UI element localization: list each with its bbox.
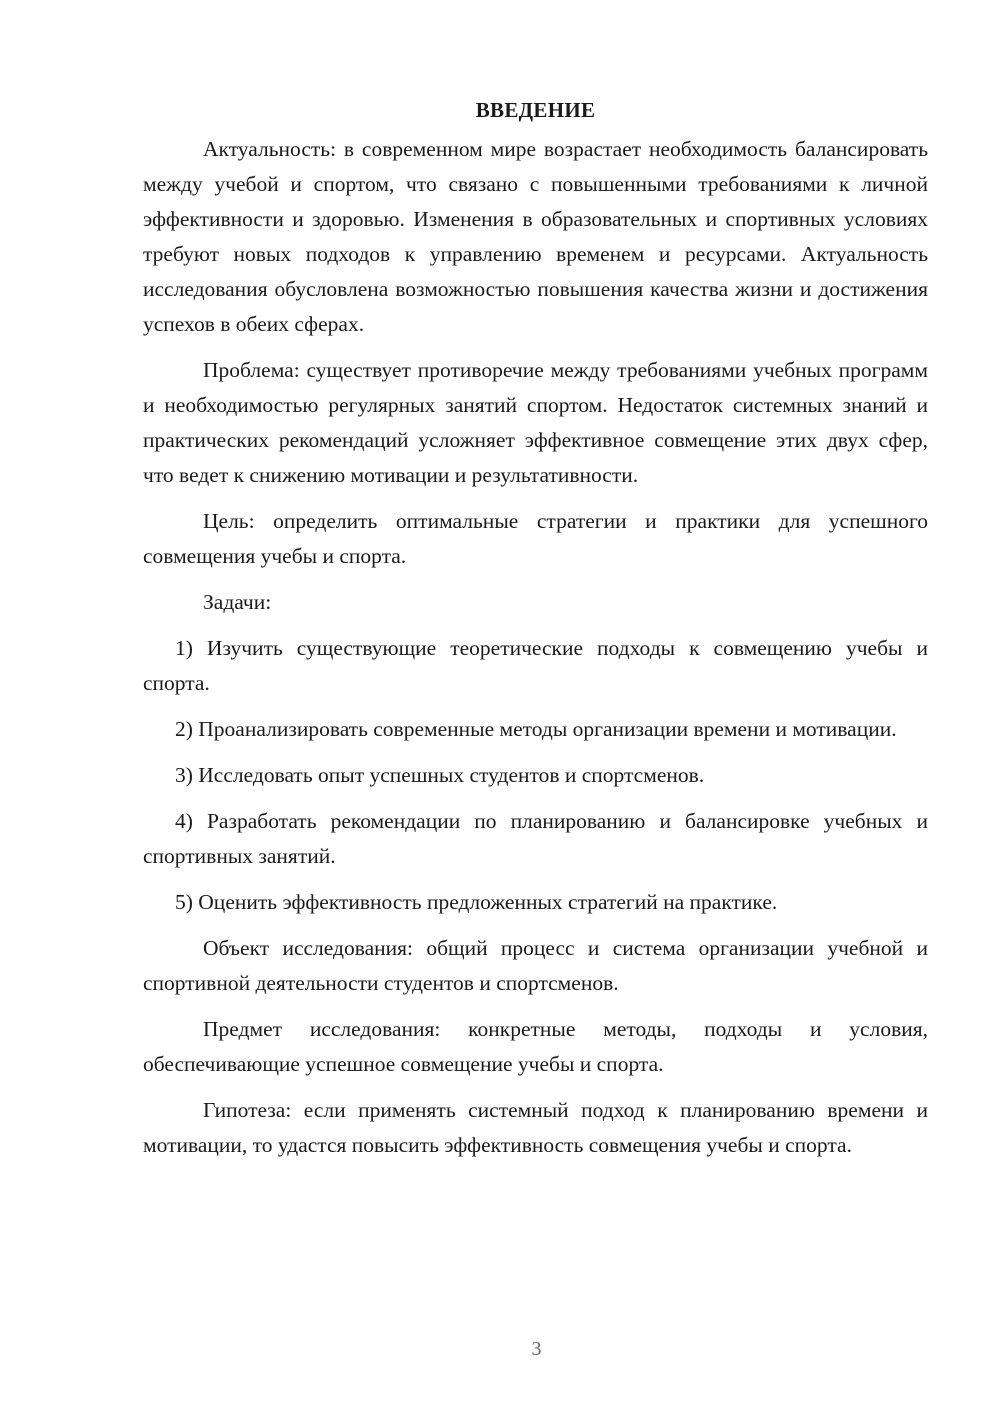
task-item: 4) Разработать рекомендации по планированию и балансировке учебных и спортивных занятий. [143,809,928,868]
task-item: 1) Изучить существующие теоретические подходы к совмещению учебы и спорта. [143,636,928,695]
hypothesis-paragraph: Гипотеза: если применять системный подход к планированию времени и мотивации, то удастся повысить эффективность совмещения учебы и спорта. [143,1098,928,1157]
relevance-paragraph: Актуальность: в современном мире возрастает необходимость балансировать между учебой и спортом, что связано с повышенными требованиями к личной эффективности и здоровью. Изменения в образовательных и спортивных условиях требуют новых подходов к управлению временем и ресурсами. Актуальность исследования обусловлена возможностью повышения качества жизни и достижения успехов в обеих сферах. [143,137,928,336]
page-number: 3 [531,1338,542,1360]
goal-paragraph: Цель: определить оптимальные стратегии и практики для успешного совмещения учебы и спорта. [143,509,928,568]
page-content [143,92,928,1174]
subject-paragraph: Предмет исследования: конкретные методы, подходы и условия, обеспечивающие успешное совмещение учебы и спорта. [143,1017,928,1076]
problem-paragraph: Проблема: существует противоречие между требованиями учебных программ и необходимостью регулярных занятий спортом. Недостаток системных знаний и практических рекомендаций усложняет эффективное совмещение этих двух сфер, что ведет к снижению мотивации и результативности. [143,358,928,487]
task-item: 2) Проанализировать современные методы организации времени и мотивации. [175,717,897,741]
tasks-heading: Задачи: [203,590,272,614]
task-item: 5) Оценить эффективность предложенных стратегий на практике. [175,890,778,914]
page-title: ВВЕДЕНИЕ [475,98,596,122]
object-paragraph: Объект исследования: общий процесс и система организации учебной и спортивной деятельности студентов и спортсменов. [143,936,928,995]
task-item: 3) Исследовать опыт успешных студентов и спортсменов. [175,763,705,787]
